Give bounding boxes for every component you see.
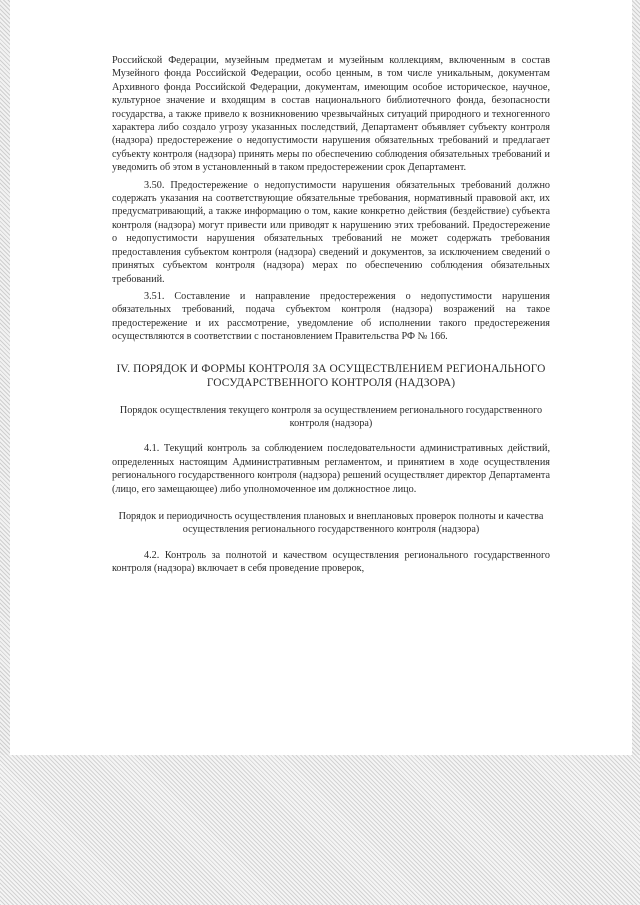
paragraph-3-50: 3.50. Предостережение о недопустимости нарушения обязательных требований должно содержать указания на соответствующие обязательные требования, нормативный правовой акт, их предусматривающий, а также информацию о том, какие конкретно действия (бездействие) субъекта контроля (надзора) могут привести или приводят к нарушению этих требований. Предостережение о недопустимости нарушения обязательных требований не может содержать требования предоставления субъектом контроля (надзора) сведений и документов, за исключением сведений о принятых субъектом контроля (надзора) мерах по обеспечению соблюдения обязательных требований. (112, 179, 550, 285)
document-page (112, 54, 550, 576)
subheading-inspections: Порядок и периодичность осуществления плановых и внеплановых проверок полноты и качества осуществления регионального государственного контроля (надзора) (118, 510, 544, 536)
scan-area-bottom (0, 755, 640, 905)
paragraph-4-2: 4.2. Контроль за полнотой и качеством осуществления регионального государственного контроля (надзора) включает в себя проведение проверок, (112, 549, 550, 575)
section-title: IV. ПОРЯДОК И ФОРМЫ КОНТРОЛЯ ЗА ОСУЩЕСТВЛЕНИЕМ РЕГИОНАЛЬНОГО ГОСУДАРСТВЕННОГО КОНТРОЛЯ (НАДЗОРА) (116, 362, 546, 389)
paragraph-3-51: 3.51. Составление и направление предостережения о недопустимости нарушения обязательных требований, подача субъектом контроля (надзора) возражений на такое предостережение и их рассмотрение, уведомление об исполнении такого предостережения осуществляются в соответствии с постановлением Правительства РФ № 166. (112, 290, 550, 343)
paragraph-4-1: 4.1. Текущий контроль за соблюдением последовательности административных действий, определенных настоящим Административным регламентом, и принятием в ходе осуществления регионального государственного контроля (надзора) решений осуществляет директор Департамента (лицо, его замещающее) либо уполномоченное им должностное лицо. (112, 443, 550, 495)
subheading-current-control: Порядок осуществления текущего контроля за осуществлением регионального государственного контроля (надзора) (119, 404, 543, 429)
paragraph-continuation: Российской Федерации, музейным предметам и музейным коллекциям, включенным в состав Музейного фонда Российской Федерации, особо ценным, в том числе уникальным, документам Архивного фонда Российской Федерации, документам, имеющим особое историческое, научное, культурное значение и входящим в состав национального библиотечного фонда, безопасности государства, а также привело к возникновению чрезвычайных ситуаций природного и техногенного характера либо создало угрозу указанных последствий, Департамент объявляет субъекту контроля (надзора) предостережение о недопустимости нарушения обязательных требований и предлагает субъекту контроля (надзора) принять меры по обеспечению соблюдения обязательных требований и уведомить об этом в установленный в таком предостережении срок Департамент. (112, 55, 550, 174)
